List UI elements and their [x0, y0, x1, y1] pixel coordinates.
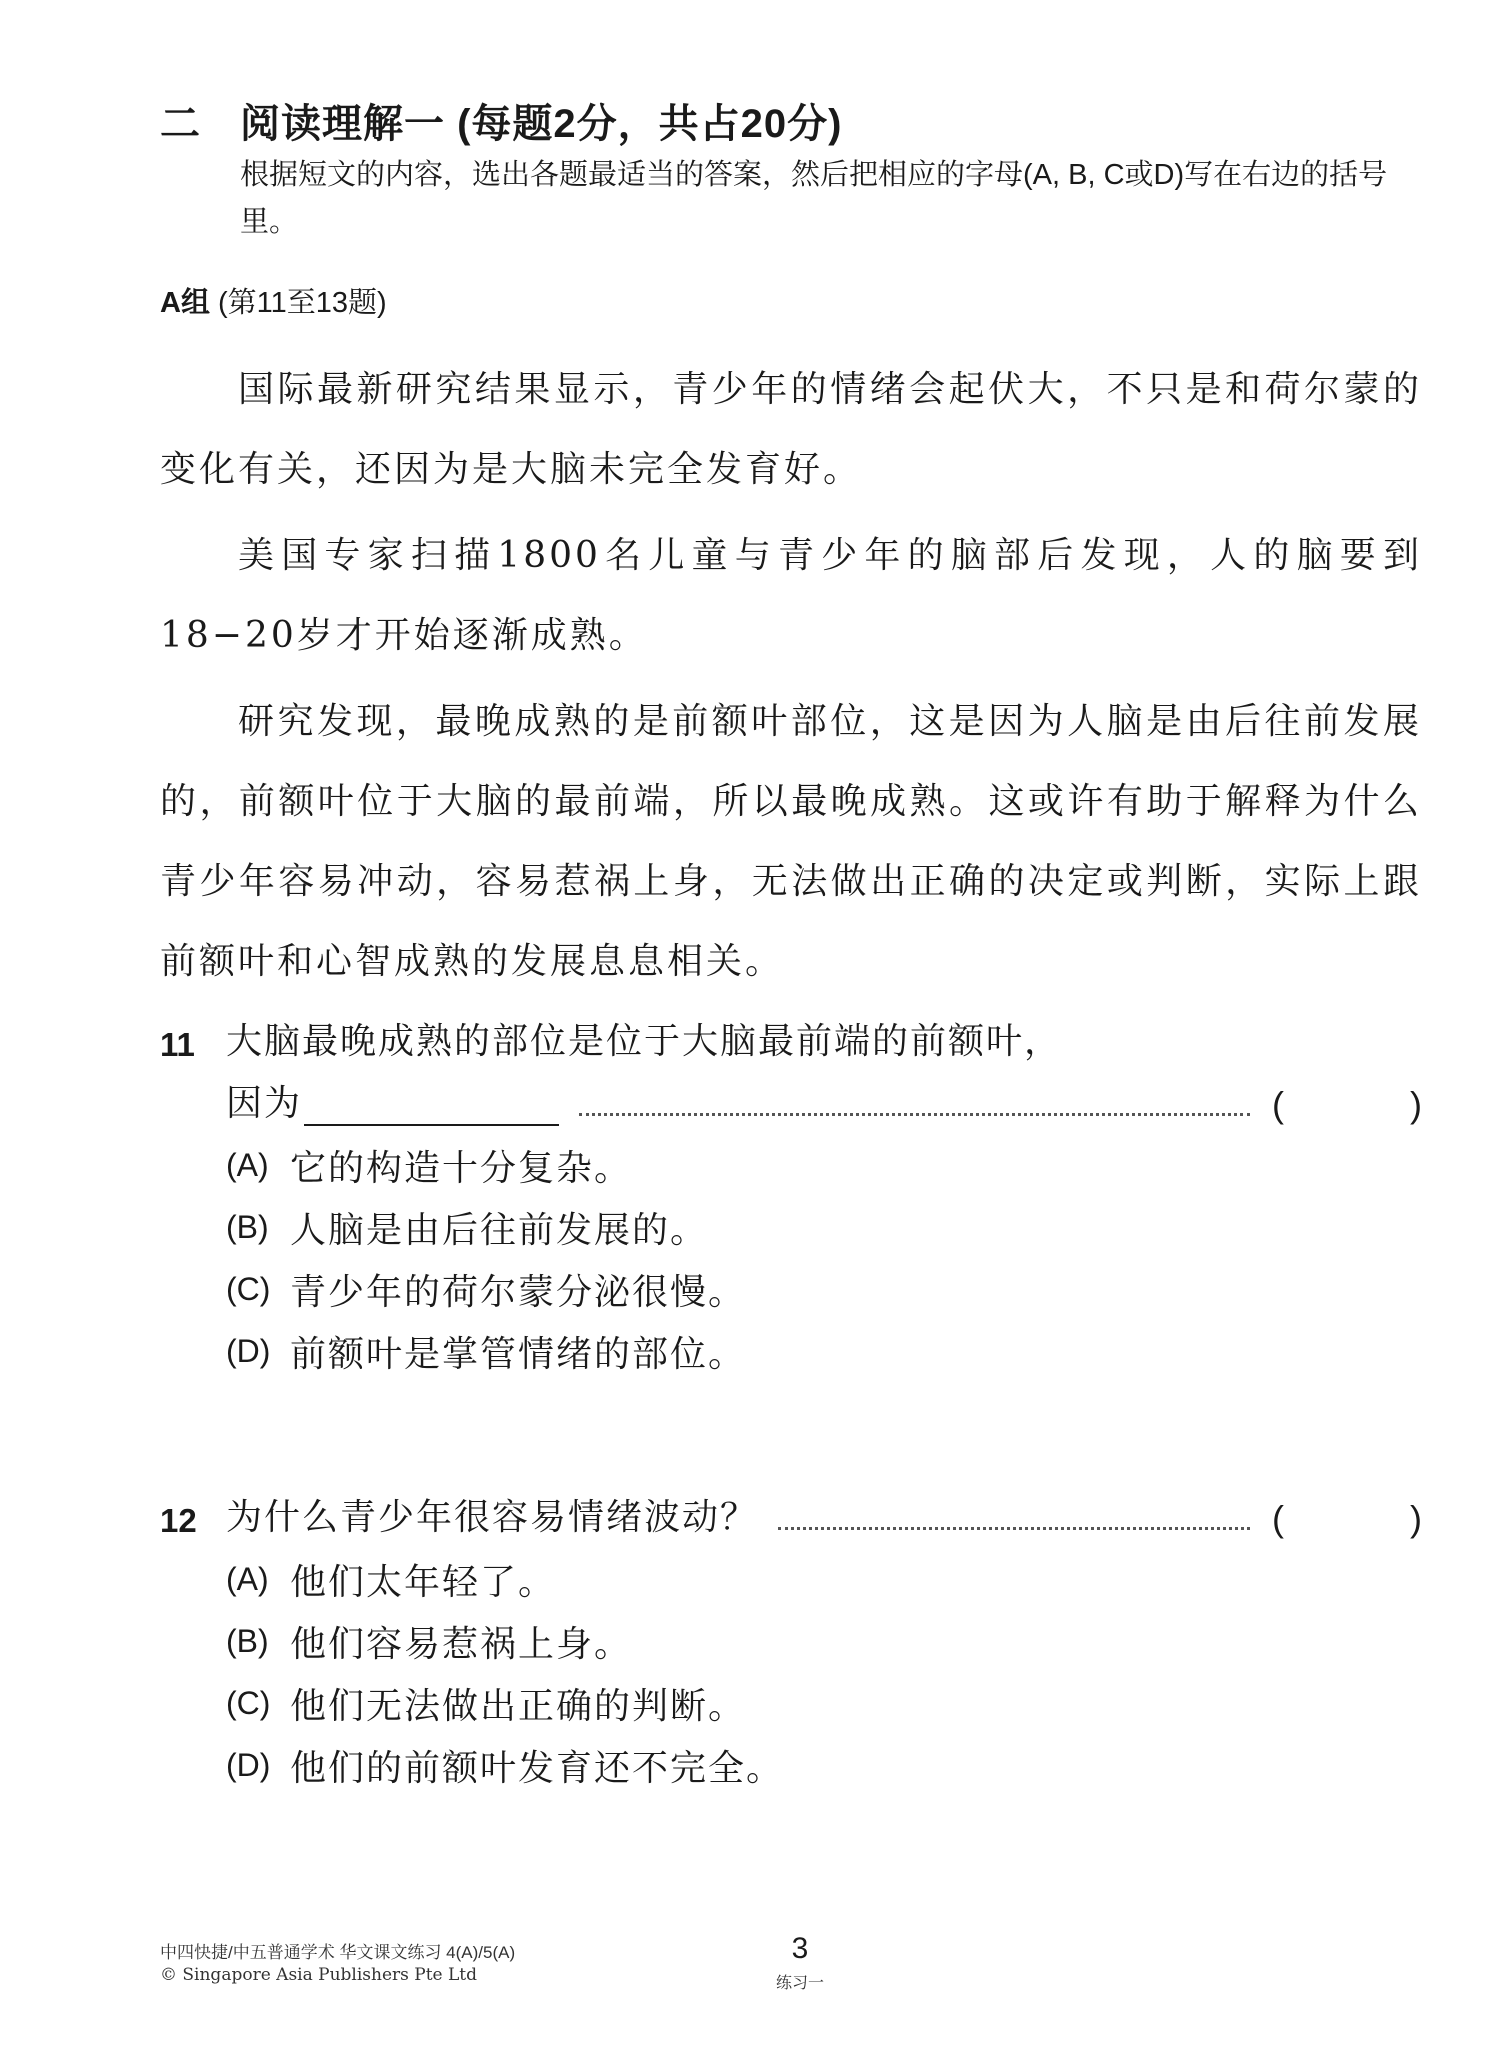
fill-in-blank[interactable] [304, 1090, 559, 1126]
answer-bracket[interactable] [1272, 1084, 1422, 1126]
option-d [226, 1320, 1422, 1382]
option-text: 它的构造十分复杂。 [290, 1147, 633, 1189]
page-number: 3 [791, 1932, 809, 1965]
option-label: (D) [226, 1746, 271, 1783]
bracket-close: ) [1410, 1084, 1422, 1125]
option-text: 他们的前额叶发育还不完全。 [290, 1747, 785, 1789]
option-c [226, 1258, 1422, 1320]
question-number: 12 [160, 1502, 197, 1539]
option-text: 他们无法做出正确的判断。 [290, 1685, 747, 1727]
group-name: A组 [160, 287, 210, 319]
question-text: 大脑最晚成熟的部位是位于大脑最前端的前额叶， [226, 1021, 1063, 1062]
footer-copyright: © Singapore Asia Publishers Pte Ltd [160, 1965, 478, 1985]
passage-paragraph-1: 国际最新研究结果显示，青少年的情绪会起伏大，不只是和荷尔蒙的变化有关，还因为是大脑未完全发育好。 [160, 369, 1422, 490]
dotted-leader [778, 1527, 1250, 1530]
option-text: 他们太年轻了。 [290, 1561, 557, 1603]
question-number: 11 [160, 1026, 195, 1063]
option-d [226, 1734, 1422, 1796]
passage-paragraph-2: 美国专家扫描1800名儿童与青少年的脑部后发现，人的脑要到18−20岁才开始逐渐成熟。 [160, 535, 1422, 656]
bracket-open: ( [1272, 1084, 1284, 1125]
option-b [226, 1196, 1422, 1258]
answer-bracket[interactable] [1272, 1498, 1422, 1540]
option-label: (C) [226, 1270, 271, 1307]
option-list [160, 1134, 1422, 1382]
passage-paragraph-3: 研究发现，最晚成熟的是前额叶部位，这是因为人脑是由后往前发展的，前额叶位于大脑的最前端，所以最晚成熟。这或许有助于解释为什么青少年容易冲动，容易惹祸上身，无法做出正确的决定或判断，实际上跟前额叶和心智成熟的发展息息相关。 [160, 701, 1422, 982]
option-c [226, 1672, 1422, 1734]
option-label: (C) [226, 1684, 271, 1721]
option-label: (A) [226, 1560, 269, 1597]
option-text: 前额叶是掌管情绪的部位。 [290, 1333, 747, 1375]
option-list [160, 1548, 1422, 1796]
footer-course: 中四快捷/中五普通学术 华文课文练习 4(A)/5(A) [160, 1943, 516, 1962]
instruction-text: 根据短文的内容，选出各题最适当的答案，然后把相应的字母(A, B, C或D)写在右边的括号里。 [240, 159, 1388, 238]
reading-passage [160, 350, 1422, 1008]
option-text: 他们容易惹祸上身。 [290, 1623, 633, 1665]
option-a [226, 1134, 1422, 1196]
footer-credits [160, 1942, 515, 1986]
bracket-open: ( [1272, 1498, 1284, 1539]
option-label: (B) [226, 1622, 269, 1659]
bracket-close: ) [1410, 1498, 1422, 1539]
option-text: 青少年的荷尔蒙分泌很慢。 [290, 1271, 747, 1313]
group-range: (第11至13题) [218, 287, 387, 319]
group-label [160, 283, 387, 323]
option-label: (A) [226, 1146, 269, 1183]
question-12 [160, 1478, 1422, 1796]
page-label: 练习一 [775, 1975, 824, 1992]
question-line [160, 1478, 1422, 1540]
footer-page [740, 1932, 860, 1993]
question-line [160, 1002, 1422, 1064]
option-b [226, 1610, 1422, 1672]
section-title: 阅读理解一 (每题2分，共占20分) [240, 101, 843, 146]
dotted-leader [579, 1113, 1250, 1116]
option-a [226, 1548, 1422, 1610]
section-header [160, 90, 1420, 150]
question-continuation-line [160, 1064, 1422, 1126]
question-text: 为什么青少年很容易情绪波动？ [226, 1497, 759, 1538]
option-label: (B) [226, 1208, 269, 1245]
question-continuation: 因为 [226, 1083, 303, 1124]
option-text: 人脑是由后往前发展的。 [290, 1209, 709, 1251]
question-11 [160, 1002, 1422, 1382]
option-label: (D) [226, 1332, 271, 1369]
section-number: 二 [160, 101, 200, 146]
